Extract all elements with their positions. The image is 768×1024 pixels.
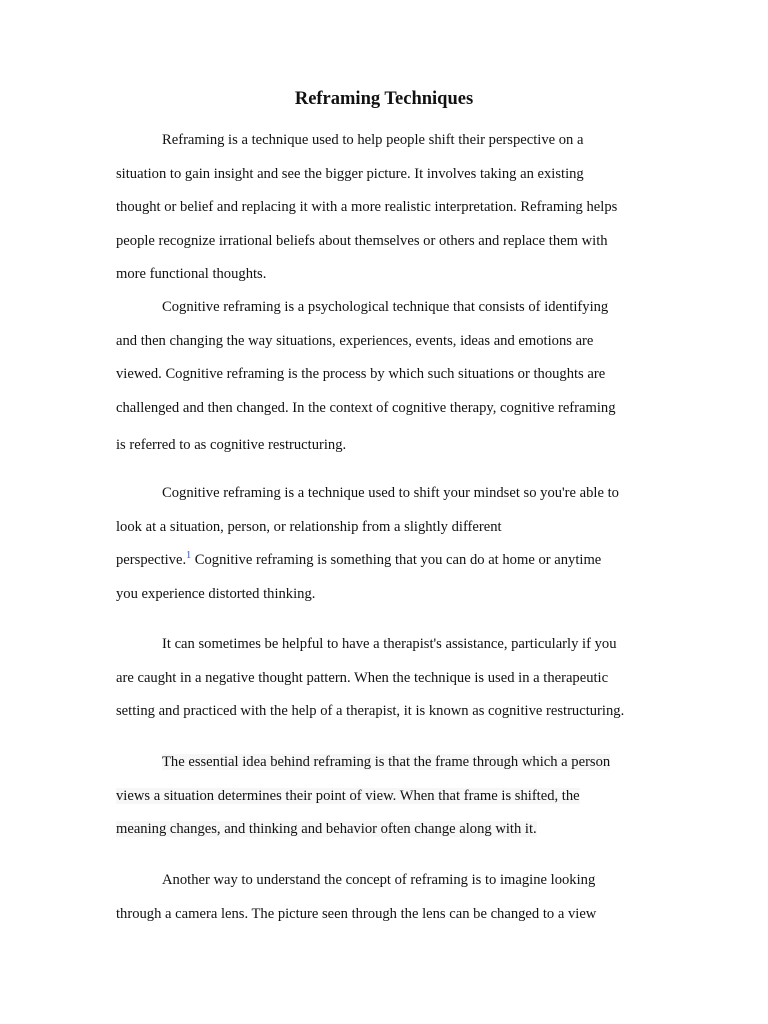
paragraph-line: are caught in a negative thought pattern. When the technique is used in a therapeutic xyxy=(116,669,609,686)
paragraph-line: you experience distorted thinking. xyxy=(116,585,316,602)
paragraph-line: look at a situation, person, or relationship from a slightly different xyxy=(116,518,502,535)
paragraph-line-with-footnote xyxy=(116,544,661,578)
paragraph-6 xyxy=(116,864,661,931)
paragraph-3 xyxy=(116,477,661,611)
paragraph-line: Cognitive reframing is a psychological technique that consists of identifying xyxy=(162,299,609,315)
paragraph-line: Reframing is a technique used to help people shift their perspective on a xyxy=(162,132,584,148)
paragraph-line: viewed. Cognitive reframing is the process by which such situations or thoughts are xyxy=(116,366,606,383)
footnote-context-before: perspective. xyxy=(116,552,187,569)
paragraph-line: people recognize irrational beliefs about themselves or others and replace them with xyxy=(116,232,608,249)
paragraph-line xyxy=(116,813,661,847)
paragraph-line: and then changing the way situations, experiences, events, ideas and emotions are xyxy=(116,332,594,349)
paragraph-line xyxy=(116,780,661,814)
footnote-reference-link[interactable]: 1 xyxy=(186,550,192,562)
paragraph-line: Cognitive reframing is a technique used to shift your mindset so you're able to xyxy=(162,485,619,501)
highlighted-text: views a situation determines their point of view. When that frame is shifted, the xyxy=(116,787,580,804)
highlighted-text: The essential idea behind reframing is that the frame through which a person xyxy=(162,754,611,770)
paragraph-4 xyxy=(116,628,661,729)
paragraph-line: challenged and then changed. In the context of cognitive therapy, cognitive reframing xyxy=(116,399,616,416)
paragraph-2 xyxy=(116,291,661,463)
paragraph-line: through a camera lens. The picture seen through the lens can be changed to a view xyxy=(116,905,597,922)
highlighted-text: meaning changes, and thinking and behavior often change along with it. xyxy=(116,821,537,838)
paragraph-line: setting and practiced with the help of a therapist, it is known as cognitive restructuring. xyxy=(116,703,625,720)
paragraph-line: Another way to understand the concept of reframing is to imagine looking xyxy=(162,872,596,888)
paragraph-line: situation to gain insight and see the bigger picture. It involves taking an existing xyxy=(116,165,584,182)
paragraph-5 xyxy=(116,746,661,847)
footnote-context-after: Cognitive reframing is something that you can do at home or anytime xyxy=(191,552,602,569)
paragraph-line: more functional thoughts. xyxy=(116,266,267,283)
paragraph-line: thought or belief and replacing it with a more realistic interpretation. Reframing helps xyxy=(116,199,618,216)
paragraph-1 xyxy=(116,124,661,292)
document-title: Reframing Techniques xyxy=(294,89,474,109)
paragraph-line: is referred to as cognitive restructuring. xyxy=(116,437,347,454)
paragraph-line: It can sometimes be helpful to have a therapist's assistance, particularly if you xyxy=(162,636,617,652)
paragraph-line xyxy=(116,746,661,780)
